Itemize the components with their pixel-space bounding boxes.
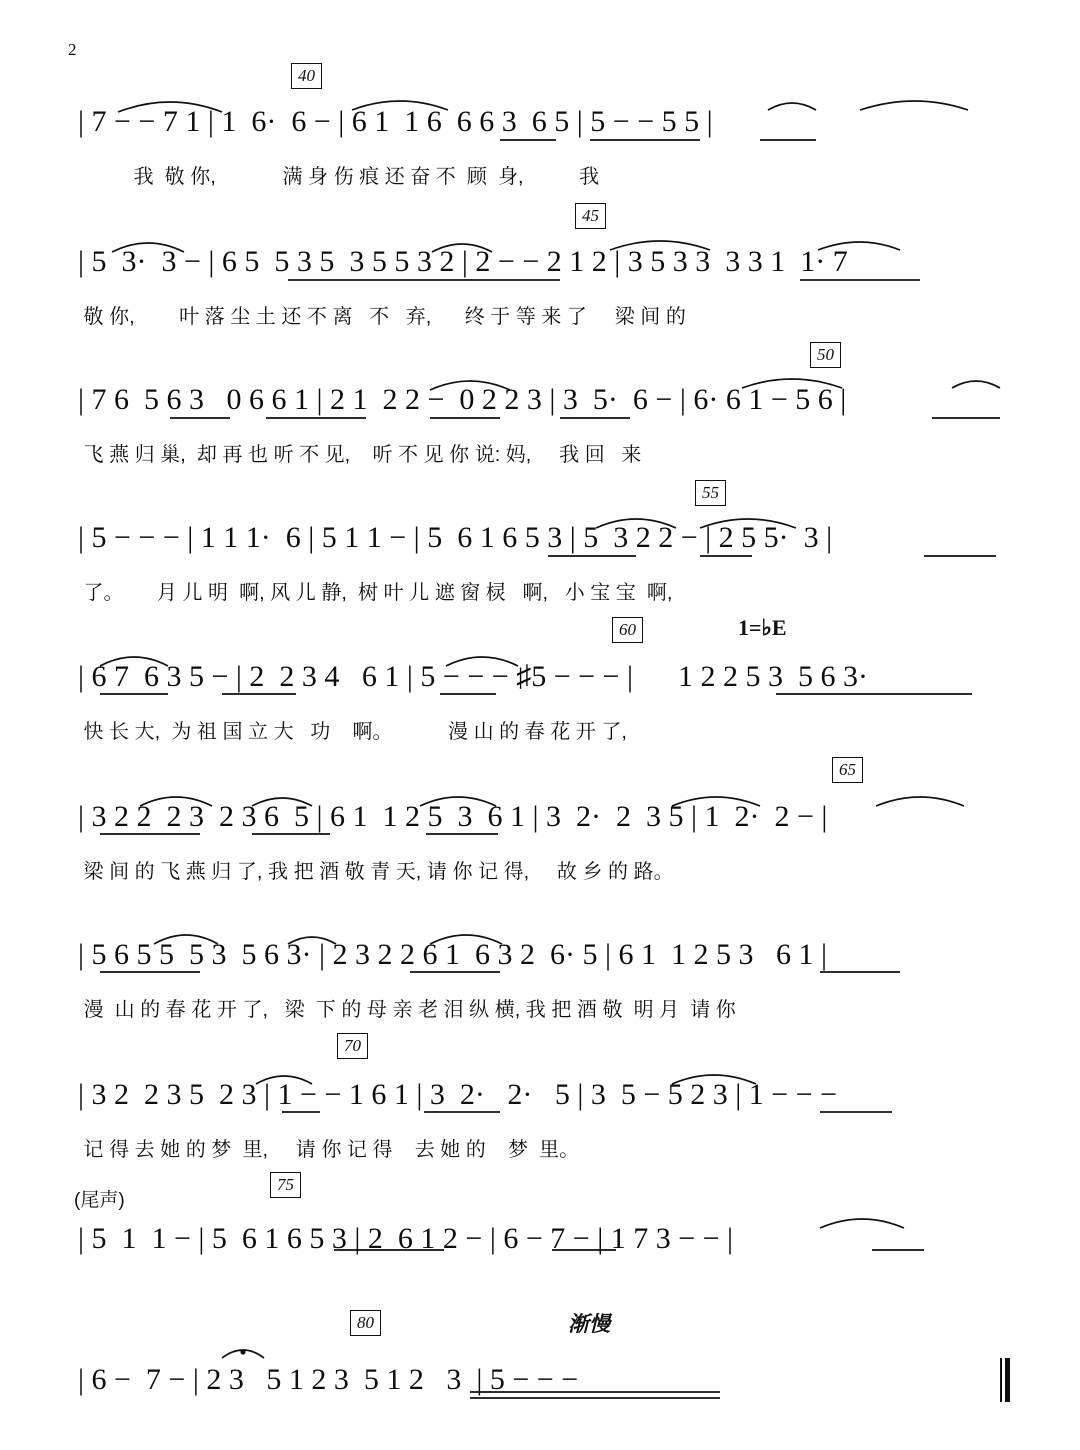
system-7-notes: | 5 6 5 5 5 3 5 6 3· | 2 3 2 2 6 1 6 3 2 6· 5 | 6 1 1 2 5 3 6 1 | — [78, 938, 828, 971]
tempo-marking-slowing: 渐慢 — [568, 1313, 610, 1336]
measure-number-45: 45 — [575, 203, 606, 229]
system-10-notes: | 6 − 7 − | 2 3 5 1 2 3 5 1 2 3 | 5 − − − — [78, 1363, 579, 1396]
system-3-lyrics: 飞 燕 归 巢, 却 再 也 听 不 见, 听 不 见 你 说: 妈, 我 回 来 — [78, 444, 642, 466]
system-4-lyrics: 了。 月 儿 明 啊, 风 儿 静, 树 叶 儿 遮 窗 棂 啊, 小 宝 宝 啊, — [78, 582, 673, 604]
measure-number-75: 75 — [270, 1172, 301, 1198]
system-2-notes: | 5 3· 3 − | 6 5 5 3 5 3 5 5 3 2 | 2 − − 2 1 2 | 3 5 3 3 3 3 1 1· 7 — [78, 245, 848, 278]
measure-number-80: 80 — [350, 1310, 381, 1336]
system-8-lyrics: 记 得 去 她 的 梦 里, 请 你 记 得 去 她 的 梦 里。 — [78, 1139, 580, 1161]
system-2-lyrics: 敬 你, 叶 落 尘 土 还 不 离 不 弃, 终 于 等 来 了 梁 间 的 — [78, 306, 686, 328]
measure-number-50: 50 — [810, 342, 841, 368]
system-1-notes: | 7 − − 7 1 | 1 6· 6 − | 6 1 1 6 6 6 3 6 5 | 5 − − 5 5 | — [78, 105, 713, 138]
measure-number-60: 60 — [612, 617, 643, 643]
system-9-notes: | 5 1 1 − | 5 6 1 6 5 3 | 2 6 1 2 − | 6 − 7 − | 1 7 3 − − | — [78, 1222, 734, 1255]
system-1-lyrics: 我 敬 你, 满 身 伤 痕 还 奋 不 顾 身, 我 — [78, 166, 600, 188]
measure-number-65: 65 — [832, 757, 863, 783]
measure-number-70: 70 — [337, 1033, 368, 1059]
system-7-lyrics: 漫 山 的 春 花 开 了, 梁 下 的 母 亲 老 泪 纵 横, 我 把 酒 敬 明 月 请 你 — [78, 999, 736, 1021]
system-5-notes: | 6 7 6 3 5 − | 2 2 3 4 6 1 | 5 − − − ♯5 − − − | 1 2 2 5 3 5 6 3· — [78, 660, 868, 693]
system-6-notes: | 3 2 2 2 3 2 3 6 5 | 6 1 1 2 5 3 6 1 | 3 2· 2 3 5 | 1 2· 2 − | — [78, 800, 828, 833]
final-double-barline — [1000, 1358, 1010, 1402]
page-number: 2 — [68, 40, 77, 59]
coda-section-label: (尾声) — [74, 1190, 125, 1211]
system-4-notes: | 5 − − − | 1 1 1· 6 | 5 1 1 − | 5 6 1 6 5 3 | 5 3 2 2 − | 2 5 5· 3 | — [78, 521, 833, 554]
system-6-lyrics: 梁 间 的 飞 燕 归 了, 我 把 酒 敬 青 天, 请 你 记 得, 故 乡 的 路。 — [78, 861, 674, 883]
system-8-notes: | 3 2 2 3 5 2 3 | 1 − − 1 6 1 | 3 2· 2· 5 | 3 5 − 5 2 3 | 1 − − − — [78, 1078, 838, 1111]
key-signature-change: 1=♭E — [738, 615, 787, 640]
system-3-notes: | 7 6 5 6 3 0 6 6 1 | 2 1 2 2 − 0 2 2 3 | 3 5· 6 − | 6· 6 1 − 5 6 | — [78, 383, 847, 416]
measure-number-55: 55 — [695, 480, 726, 506]
measure-number-40: 40 — [291, 63, 322, 89]
system-5-lyrics: 快 长 大, 为 祖 国 立 大 功 啊。 漫 山 的 春 花 开 了, — [78, 721, 627, 743]
